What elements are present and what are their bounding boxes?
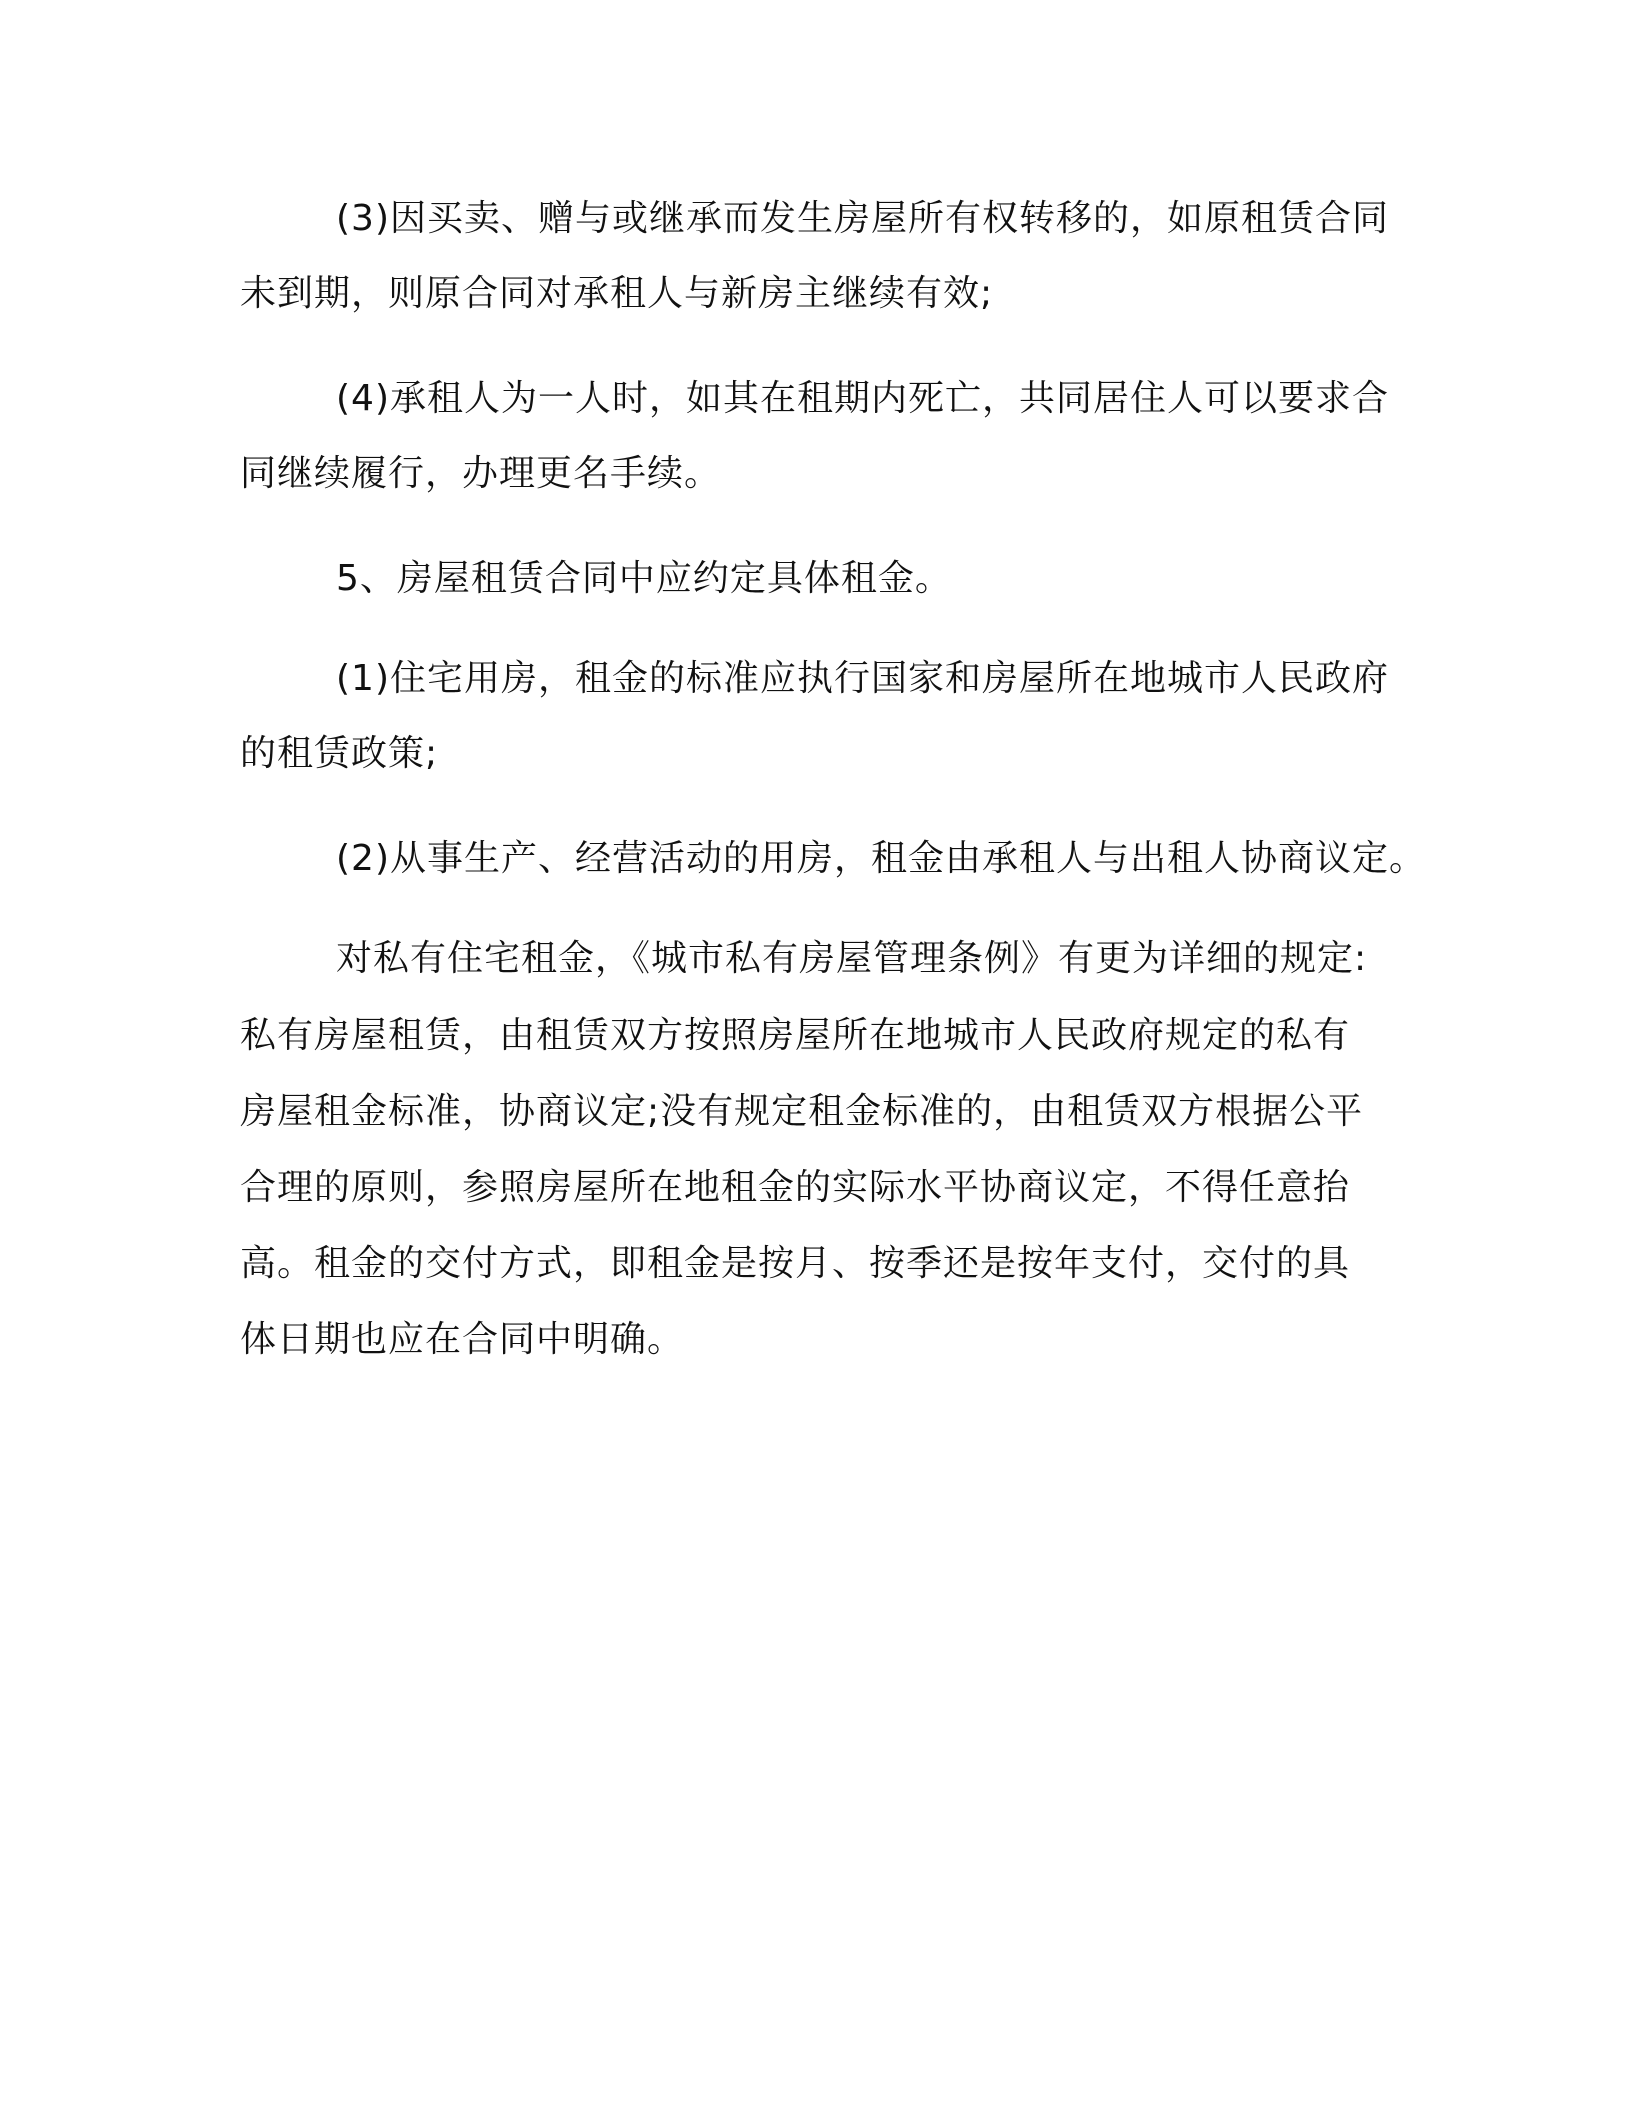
paragraph-line: 体日期也应在合同中明确。 xyxy=(240,1319,685,1360)
paragraph-line: 私有房屋租赁，由租赁双方按照房屋所在地城市人民政府规定的私有 xyxy=(240,1015,1351,1056)
paragraph-line: 5、房屋租赁合同中应约定具体租金。 xyxy=(336,558,952,599)
paragraph-line: 合理的原则，参照房屋所在地租金的实际水平协商议定，不得任意抬 xyxy=(240,1167,1351,1208)
paragraph-line: (4)承租人为一人时，如其在租期内死亡，共同居住人可以要求合 xyxy=(336,378,1389,419)
paragraph-line: 未到期，则原合同对承租人与新房主继续有效; xyxy=(240,273,994,314)
paragraph-line: 高。租金的交付方式，即租金是按月、按季还是按年支付，交付的具 xyxy=(240,1243,1351,1284)
paragraph-line: 的租赁政策; xyxy=(240,733,439,774)
paragraph-line: 对私有住宅租金，《城市私有房屋管理条例》有更为详细的规定: xyxy=(336,938,1368,979)
paragraph-line: (1)住宅用房，租金的标准应执行国家和房屋所在地城市人民政府 xyxy=(336,658,1389,699)
paragraph-line: 房屋租金标准，协商议定;没有规定租金标准的，由租赁双方根据公平 xyxy=(240,1091,1364,1132)
paragraph-line: (3)因买卖、赠与或继承而发生房屋所有权转移的，如原租赁合同 xyxy=(336,198,1389,239)
paragraph-line: 同继续履行，办理更名手续。 xyxy=(240,453,722,494)
paragraph-line: (2)从事生产、经营活动的用房，租金由承租人与出租人协商议定。 xyxy=(336,838,1426,879)
